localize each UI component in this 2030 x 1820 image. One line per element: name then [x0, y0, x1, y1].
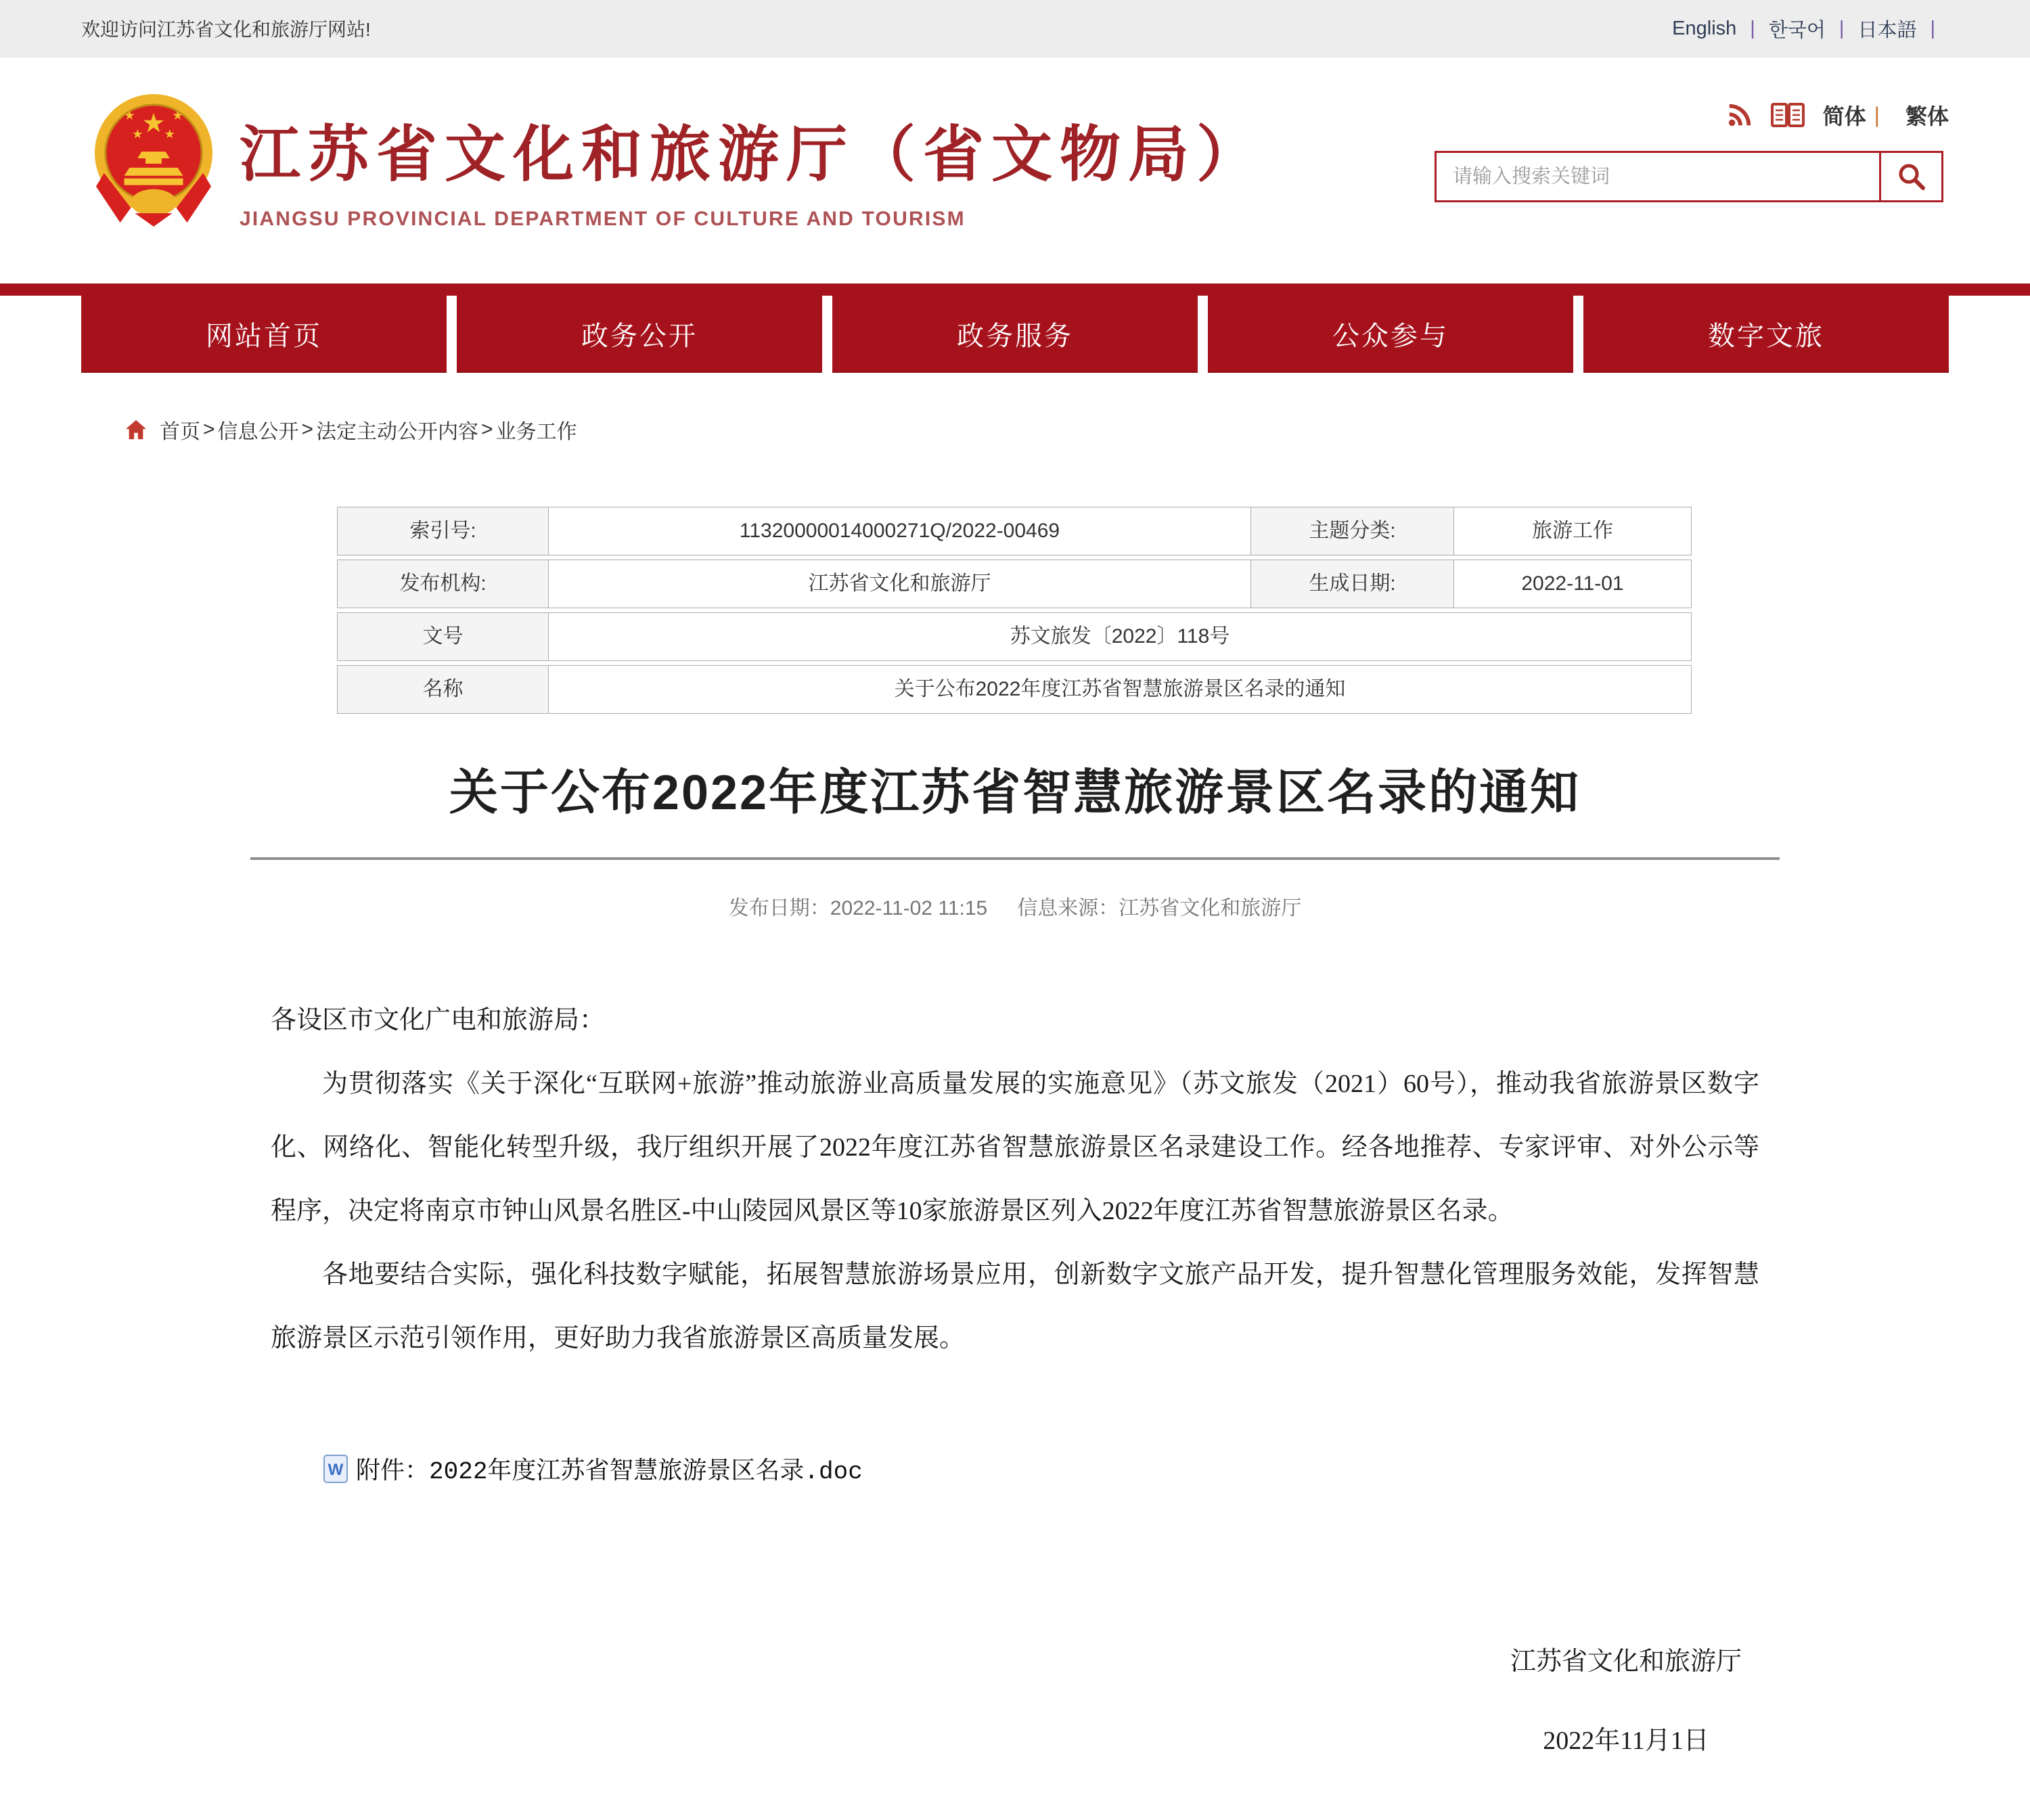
home-icon[interactable] — [125, 419, 148, 440]
search-button[interactable] — [1879, 153, 1941, 200]
attachment-filename: 2022年度江苏省智慧旅游景区名录.doc — [429, 1458, 863, 1486]
publish-date-label: 发布日期： — [728, 897, 830, 919]
nav-tab-gov-services[interactable]: 政务服务 — [832, 296, 1198, 371]
topic-category-label: 主题分类: — [1250, 507, 1454, 555]
body-paragraph: 为贯彻落实《关于深化“互联网+旅游”推动旅游业高质量发展的实施意见》（苏文旅发（2021）60号），推动我省旅游景区数字化、网络化、智能化转型升级，我厅组织开展了2022年度江苏省智慧旅游景区名录建设工作。经各地推荐、专家评审、对外公示等程序，决定将南京市钟山风景名胜区-中山陵园风景区等10家旅游景区列入2022年度江苏省智慧旅游景区名录。 — [271, 1070, 1759, 1225]
svg-text:W: W — [328, 1460, 344, 1479]
traditional-chinese-link[interactable]: 繁体 — [1905, 104, 1949, 129]
doc-number-value: 苏文旅发〔2022〕118号 — [548, 612, 1692, 661]
table-row — [337, 507, 1693, 555]
body-paragraph: 各地要结合实际，强化科技数字赋能，拓展智慧旅游场景应用，创新数字文旅产品开发，提升智慧化管理服务效能，发挥智慧旅游景区示范引领作用，更好助力我省旅游景区高质量发展。 — [271, 1260, 1759, 1352]
index-number-label: 索引号: — [337, 507, 549, 555]
index-number-value: 11320000014000271Q/2022-00469 — [548, 507, 1251, 555]
language-switcher — [1672, 15, 1949, 43]
header-tools — [1435, 99, 1949, 131]
zh-divider: | — [1874, 102, 1880, 127]
publish-date-value: 2022-11-02 11:15 — [830, 897, 988, 919]
national-emblem-icon — [93, 93, 214, 227]
lang-link-english[interactable]: English — [1672, 17, 1737, 39]
book-icon[interactable] — [1770, 101, 1805, 129]
search-box — [1435, 151, 1943, 202]
article-body — [271, 988, 1759, 1370]
signature-org: 江苏省文化和旅游厅 — [1510, 1647, 1742, 1676]
title-divider — [250, 857, 1780, 860]
breadcrumb-business-work[interactable]: 业务工作 — [495, 421, 577, 443]
breadcrumb-home[interactable]: 首页 — [160, 421, 200, 443]
nav-strip — [0, 283, 2030, 296]
source-value: 江苏省文化和旅游厅 — [1119, 897, 1302, 919]
signature-date: 2022年11月1日 — [1543, 1727, 1709, 1755]
topic-category-value: 旅游工作 — [1453, 507, 1692, 555]
breadcrumb-separator: > — [481, 418, 493, 440]
lang-separator: | — [1839, 17, 1845, 39]
search-input[interactable] — [1437, 153, 1879, 200]
lang-link-japanese[interactable]: 日本語 — [1857, 19, 1917, 41]
breadcrumb-separator: > — [301, 418, 314, 440]
nav-tab-homepage[interactable]: 网站首页 — [81, 296, 447, 371]
nav-tab-digital-culture-tourism[interactable]: 数字文旅 — [1583, 296, 1949, 371]
search-icon — [1897, 162, 1926, 191]
nav-tab-gov-disclosure[interactable]: 政务公开 — [457, 296, 822, 371]
welcome-text: 欢迎访问江苏省文化和旅游厅网站! — [81, 19, 371, 40]
issuing-org-value: 江苏省文化和旅游厅 — [548, 560, 1251, 608]
generation-date-value: 2022-11-01 — [1453, 560, 1692, 608]
table-row — [337, 665, 1693, 714]
table-row — [337, 560, 1693, 608]
doc-name-value: 关于公布2022年度江苏省智慧旅游景区名录的通知 — [548, 665, 1692, 714]
site-subtitle: JIANGSU PROVINCIAL DEPARTMENT OF CULTURE AND TOURISM — [240, 208, 966, 230]
issuing-org-label: 发布机构: — [337, 560, 549, 608]
breadcrumb-statutory-content[interactable]: 法定主动公开内容 — [316, 421, 479, 443]
doc-name-label: 名称 — [337, 665, 549, 714]
lang-link-korean[interactable]: 한국어 — [1768, 19, 1826, 41]
site-logo-block[interactable] — [81, 58, 1265, 231]
nav-tab-public-participation[interactable]: 公众参与 — [1208, 296, 1573, 371]
breadcrumb-info-disclosure[interactable]: 信息公开 — [217, 421, 299, 443]
article-meta — [0, 891, 2030, 921]
site-title: 江苏省文化和旅游厅（省文物局） — [240, 121, 1265, 189]
doc-number-label: 文号 — [337, 612, 549, 661]
main-navigation — [81, 296, 1949, 371]
generation-date-label: 生成日期: — [1250, 560, 1454, 608]
attachment-link[interactable] — [323, 1451, 863, 1486]
top-utility-bar — [0, 0, 2030, 58]
table-row — [337, 612, 1693, 661]
attachment-row — [271, 1451, 1759, 1486]
document-info-table — [337, 507, 1693, 714]
lang-separator: | — [1930, 17, 1935, 39]
breadcrumb — [0, 415, 2030, 445]
breadcrumb-separator: > — [203, 418, 215, 440]
rss-icon[interactable] — [1727, 102, 1753, 128]
lang-separator: | — [1750, 17, 1755, 39]
site-header — [0, 58, 2030, 283]
signature-block — [271, 1640, 1759, 1756]
attachment-label: 附件： — [356, 1457, 430, 1484]
salutation: 各设区市文化广电和旅游局： — [271, 1006, 606, 1034]
word-doc-icon — [323, 1455, 348, 1483]
page-title: 关于公布2022年度江苏省智慧旅游景区名录的通知 — [449, 766, 1581, 820]
source-label: 信息来源： — [1017, 897, 1119, 919]
simplified-chinese-link[interactable]: 简体 — [1822, 104, 1866, 129]
